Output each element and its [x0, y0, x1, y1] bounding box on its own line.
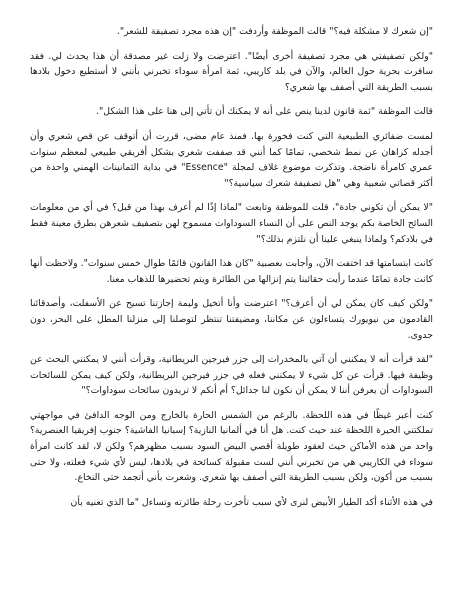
- paragraph-6: كانت ابتسامتها قد اختفت الآن، وأجابت بعصبية "كان هذا القانون قائمًا طوال خمس سنوات". ولاحظت أنها كانت جادة تمامًا عندما رأيت حقائبنا يتم إنزالها من الطائرة ويتم تحضيرها للذهاب معنا.: [30, 258, 433, 285]
- paragraph-3: قالت الموظفة "ثمة قانون لدينا ينص على أنه لا يمكنك أن تأتي إلى هنا على هذا الشكل".: [96, 106, 433, 118]
- paragraph-5: "لا يمكن أن تكوني جادة"، قلت للموظفة وتابعت "لماذا إذًا لم أعرف بهذا من قبل؟ في أي من معلومات السائح الخاصة بكم يوجد النص على أن النساء السوداوات مسموح لهن بتصفيف شعرهن بطرق معينة فقط في بلادكم؟ ولماذا ينبغي علينا أن نلتزم بذلك؟": [30, 202, 433, 245]
- paragraph-4: لمست ضفائري الطبيعية التي كنت فخورة بها. فمنذ عام مضى، قررت أن أتوقف عن قص شعري وأن أجدله كراهان عن نمط شخصي، تمامًا كما أنني قد صففت شعري بشكل أفريقي طبيعي لمعظم سنوات عمري كامرأة ناضجة. وتذكرت موضوع غلاف لمجلة "Essence" في بداية الثمانينات الهمني واحدة من أكثر قصاتي شعبية وهي "هل تصفيفة شعرك سياسية؟": [30, 130, 433, 189]
- paragraph-7: "ولكن كيف كان يمكن لي أن أعرف؟" اعترضت وأنا أتخيل وليمة إجازتنا تسيح عن الأسفلت، وأصدقائنا القادمون من نيويورك يتساءلون عن مكاننا، ومضيفتنا تنتظر لتوصلنا إلى منزلنا المطل على البحر، دون جدوى.: [30, 298, 433, 341]
- paragraph-10: في هذه الأثناء أكد الطيار الأبيض لنرى لأي سبب تأخرت رحلة طائرته وتساءل "ما الذي تعنيه بأن: [70, 496, 433, 508]
- paragraph-8: "لقد قرأت أنه لا يمكنني أن آتي بالمخدرات إلى جزر فيرجين البريطانية، وقرأت أنني لا يمكنني البحث عن وظيفة فيها. قرأت عن كل شيء لا يمكنني فعله في جزر فيرجين البريطانية، ولكن كيف يمكن للسائحات السوداوات أن يعرفن أننا لا يمكن أن نكون لنا جدائل؟ أم أنكم لا تريدون سائحات سوداوات؟": [30, 354, 433, 397]
- paragraph-9: كنت أعبر غيظًا في هذه اللحظة. بالرغم من الشمس الحارة بالخارج ومن الوجه الدافئ في مواجهتي تملكتني الحيرة اللحظة عند حيث كنت. هل أنا في ألمانيا النازية؟ إسبانيا الفاشية؟ جنوب إفريقيا العنصرية؟ واحد من هذه الأماكن حيث لعقود طويلة أقصي البيض السود بسبب مظهرهم؟ ولكن لا، لقد كانت امرأة سوداء في الكاريبي هي من تخبرني أنني لست مقبولة كسائحة في بلادها، ليس لأي شيء فعلته، ولا حتى بسبب من أكون، ولكن بسبب الطريقة التي أصفف بها شعري. وشعرت بأني أتجمد حتى النخاع.: [30, 409, 433, 484]
- paragraph-1: "إن شعرك لا مشكلة فيه؟" قالت الموظفة وأردفت "إن هذه مجرد تصفيفة للشعر".: [116, 26, 433, 37]
- paragraph-2: "ولكن تصفيفتي هي مجرد تصفيفة أخرى أيضًا". اعترضت ولا زلت غير مصدقة أن هذا يحدث لي. فقد سافرت بحرية حول العالم، والآن في بلد كاريبي، ثمة امرأة سوداء تخبرني بأنني لا أستطيع دخول بلادها بسبب الطريقة التي أصفف بها شعري؟: [30, 50, 433, 93]
